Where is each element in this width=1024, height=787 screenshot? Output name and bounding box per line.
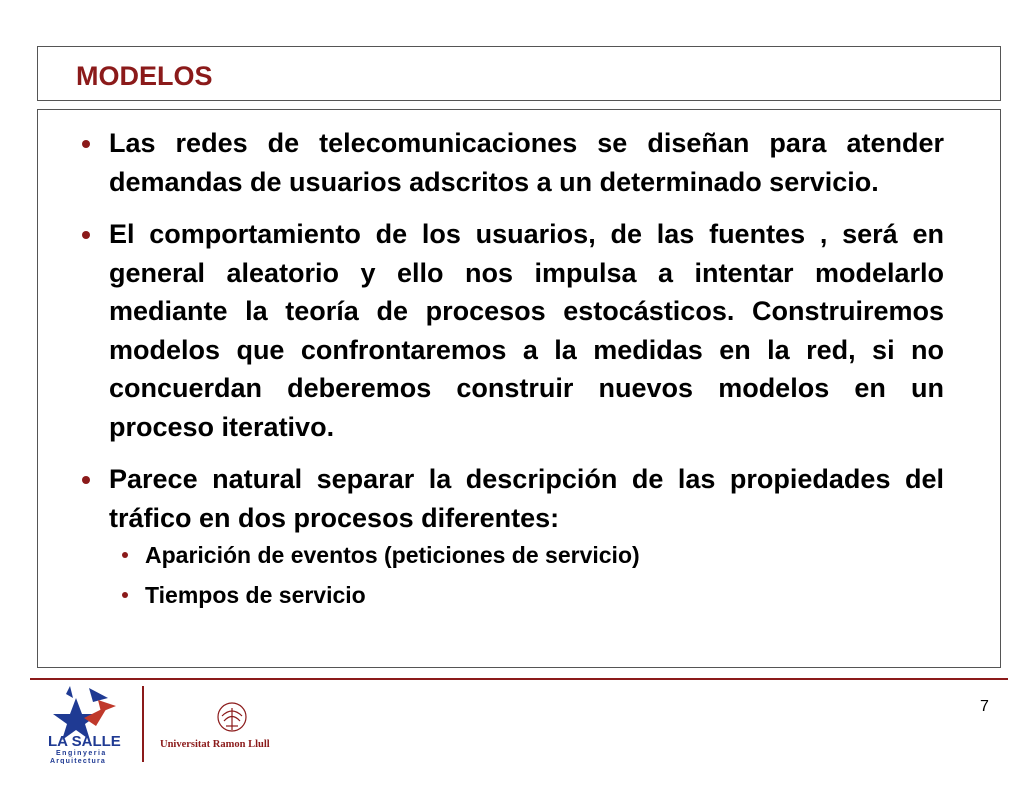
bullet-text: El comportamiento de los usuarios, de las fuentes , será en general aleatorio y ello nos impulsa a intentar modelarlo mediante la teoría de procesos estocásticos. Construiremos modelos que confrontaremos a la medidas en la red, si no concuerdan deberemos construir nuevos modelos en un proceso iterativo. [109,219,944,442]
bullet-item [38,215,1000,446]
bullet-dot-icon [82,476,90,484]
sub-bullet-list [38,539,944,611]
sub-bullet-item [38,539,944,571]
title-box [37,46,1001,101]
bullet-list [38,124,1000,625]
content-box [37,109,1001,668]
bullet-dot-icon [82,231,90,239]
sub-bullet-dot-icon [122,592,128,598]
footer-divider [30,678,1008,680]
sub-bullet-item [38,579,944,611]
logo-divider [142,686,144,762]
la-salle-logo [46,684,138,764]
page-number: 7 [980,698,989,715]
svg-text:LA SALLE: LA SALLE [48,733,121,750]
sub-bullet-text: Tiempos de servicio [145,582,366,608]
svg-text:Enginyeria: Enginyeria [56,750,107,757]
bullet-dot-icon [82,140,90,148]
bullet-item [38,460,1000,611]
sub-bullet-dot-icon [122,552,128,558]
slide-title: MODELOS [76,61,213,91]
bullet-text: Las redes de telecomunicaciones se diseñan para atender demandas de usuarios adscritos a un determinado servicio. [109,128,944,197]
sub-bullet-text: Aparición de eventos (peticiones de servicio) [145,542,640,568]
bullet-text: Parece natural separar la descripción de las propiedades del tráfico en dos procesos diferentes: [109,464,944,533]
universitat-ramon-llull-logo [160,700,305,755]
svg-text:Universitat Ramon Llull: Universitat Ramon Llull [160,739,270,750]
svg-text:Arquitectura: Arquitectura [50,758,107,764]
bullet-item [38,124,1000,201]
